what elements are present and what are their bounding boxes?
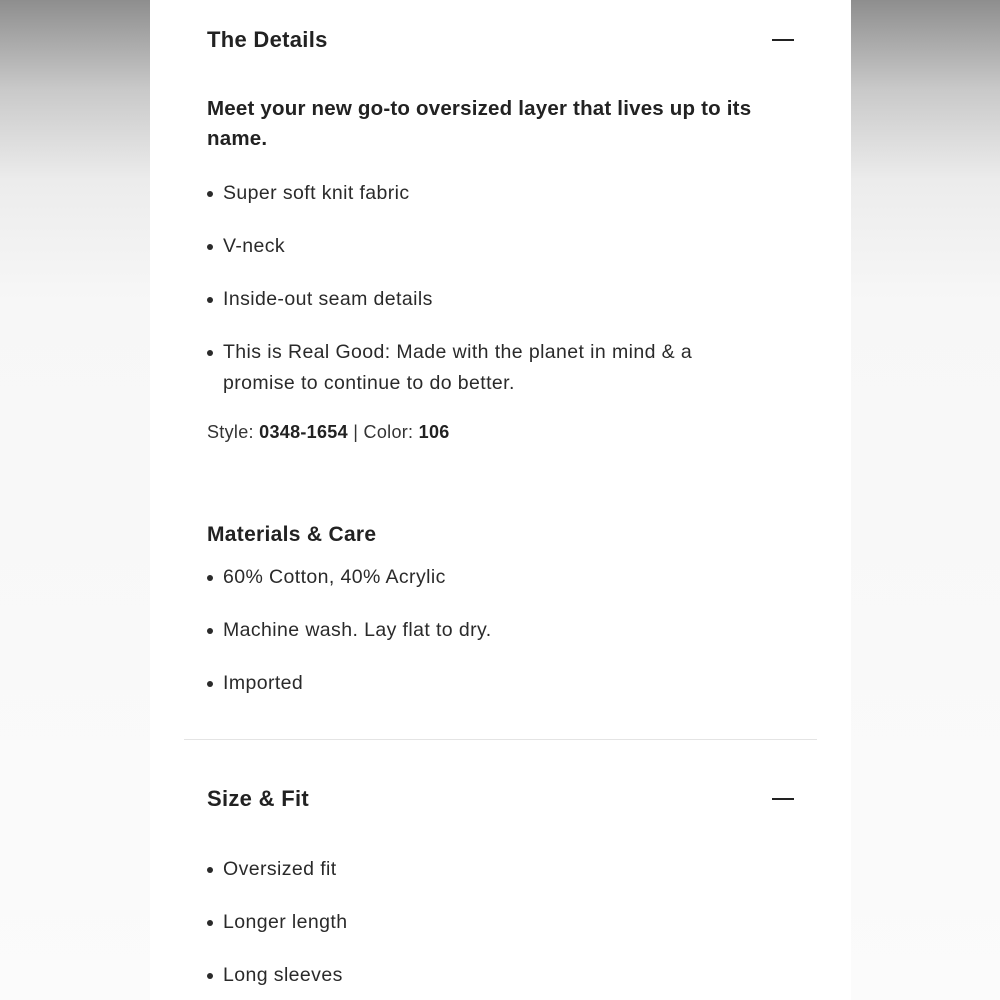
details-bullet-list xyxy=(207,178,767,399)
list-item: Long sleeves xyxy=(207,960,767,991)
size-fit-accordion-header[interactable] xyxy=(207,779,794,819)
color-value: 106 xyxy=(418,422,450,442)
list-item: Super soft knit fabric xyxy=(207,178,767,209)
product-details-panel xyxy=(150,0,851,1000)
materials-title: Materials & Care xyxy=(207,523,377,546)
size-fit-title: Size & Fit xyxy=(207,786,310,811)
separator: | xyxy=(353,422,359,442)
list-item: Machine wash. Lay flat to dry. xyxy=(207,615,767,646)
list-item: Inside-out seam details xyxy=(207,284,767,315)
materials-bullet-list xyxy=(207,562,767,699)
color-label: Color: xyxy=(363,422,414,442)
style-value: 0348-1654 xyxy=(259,422,348,442)
style-label: Style: xyxy=(207,422,254,442)
details-title: The Details xyxy=(207,27,328,52)
section-divider xyxy=(184,739,817,740)
minus-icon[interactable] xyxy=(772,788,794,810)
list-item: Oversized fit xyxy=(207,854,767,885)
style-color-info xyxy=(207,419,450,445)
list-item: V-neck xyxy=(207,231,767,262)
list-item: 60% Cotton, 40% Acrylic xyxy=(207,562,767,593)
size-fit-bullet-list xyxy=(207,854,767,991)
details-accordion-header[interactable] xyxy=(207,20,794,60)
list-item: Imported xyxy=(207,668,767,699)
list-item: This is Real Good: Made with the planet in mind & a promise to continue to do better. xyxy=(207,337,767,399)
details-intro: Meet your new go-to oversized layer that lives up to its name. xyxy=(207,97,752,150)
list-item: Longer length xyxy=(207,907,767,938)
minus-icon[interactable] xyxy=(772,29,794,51)
